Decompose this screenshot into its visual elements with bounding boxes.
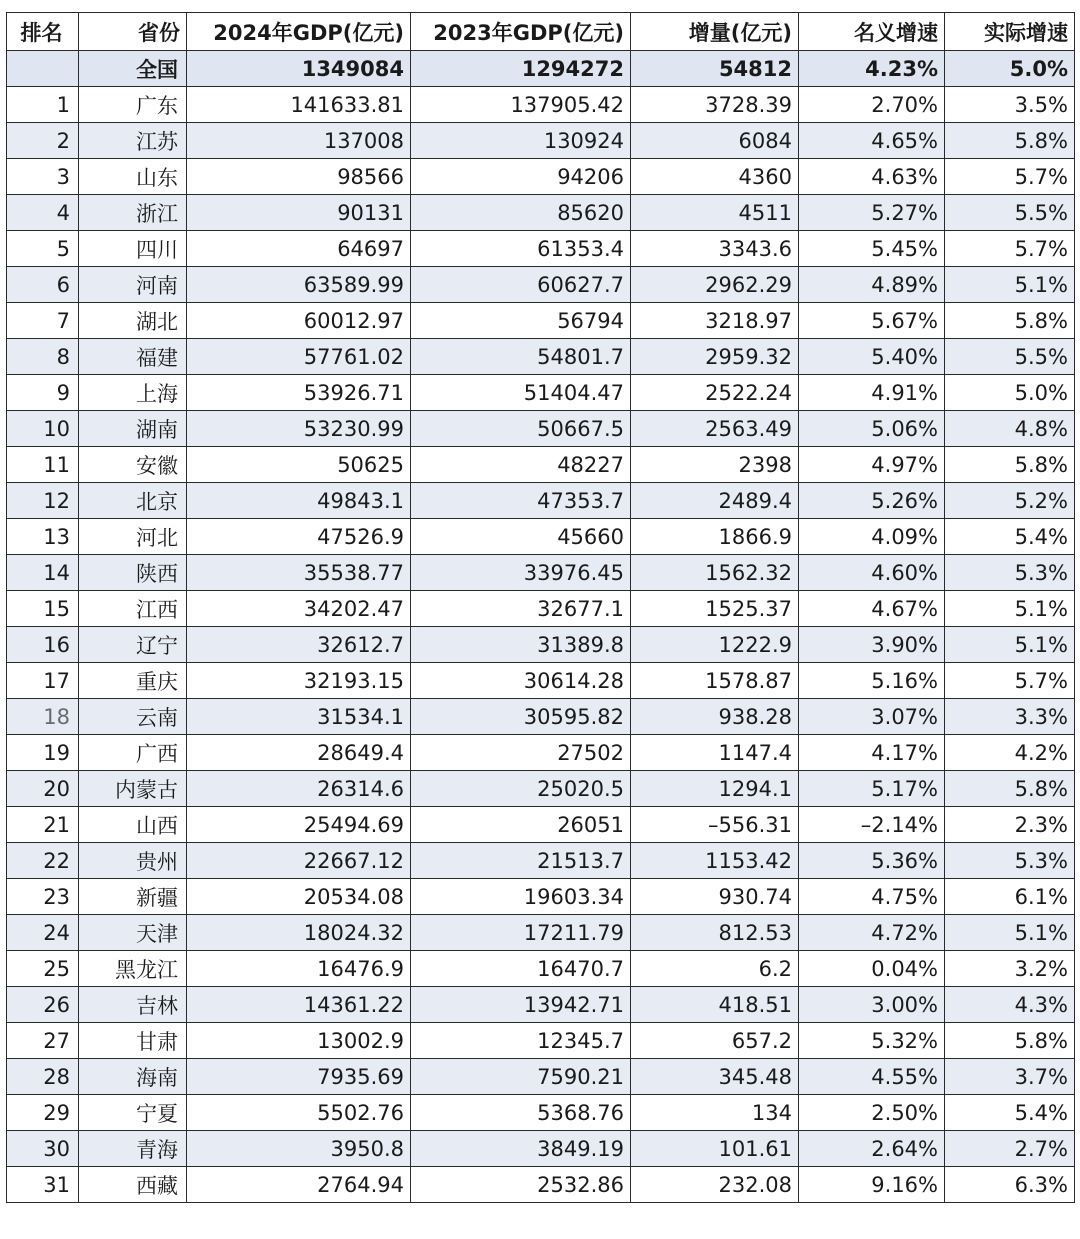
province-cell: 河南 bbox=[79, 267, 187, 303]
header-real-growth: 实际增速 bbox=[945, 13, 1075, 51]
increase-cell: 1222.9 bbox=[631, 627, 799, 663]
increase-cell: 101.61 bbox=[631, 1131, 799, 1167]
province-cell: 贵州 bbox=[79, 843, 187, 879]
gdp-2024-cell: 64697 bbox=[187, 231, 411, 267]
real-growth-cell: 5.1% bbox=[945, 267, 1075, 303]
province-cell: 云南 bbox=[79, 699, 187, 735]
rank-cell: 12 bbox=[7, 483, 79, 519]
table-row bbox=[7, 843, 1075, 879]
gdp-2024-cell: 35538.77 bbox=[187, 555, 411, 591]
province-cell: 湖南 bbox=[79, 411, 187, 447]
table-row bbox=[7, 447, 1075, 483]
nominal-growth-cell: 5.45% bbox=[799, 231, 945, 267]
increase-cell: 2962.29 bbox=[631, 267, 799, 303]
increase-cell: 3343.6 bbox=[631, 231, 799, 267]
nominal-growth-cell: 3.07% bbox=[799, 699, 945, 735]
rank-cell: 16 bbox=[7, 627, 79, 663]
real-growth-cell: 3.7% bbox=[945, 1059, 1075, 1095]
table-row bbox=[7, 1131, 1075, 1167]
nominal-growth-cell: 5.40% bbox=[799, 339, 945, 375]
table-row bbox=[7, 699, 1075, 735]
real-growth-cell: 5.8% bbox=[945, 447, 1075, 483]
nominal-growth-cell: 4.97% bbox=[799, 447, 945, 483]
gdp-2024-cell: 141633.81 bbox=[187, 87, 411, 123]
nominal-growth-cell: 3.90% bbox=[799, 627, 945, 663]
nominal-growth-cell: 5.67% bbox=[799, 303, 945, 339]
table-row bbox=[7, 519, 1075, 555]
increase-cell: 134 bbox=[631, 1095, 799, 1131]
table-row bbox=[7, 339, 1075, 375]
gdp-2023-cell: 7590.21 bbox=[411, 1059, 631, 1095]
increase-cell: 1562.32 bbox=[631, 555, 799, 591]
increase-cell: 1525.37 bbox=[631, 591, 799, 627]
province-cell: 天津 bbox=[79, 915, 187, 951]
rank-cell: 19 bbox=[7, 735, 79, 771]
table-row bbox=[7, 771, 1075, 807]
province-cell: 海南 bbox=[79, 1059, 187, 1095]
increase-cell: 2489.4 bbox=[631, 483, 799, 519]
nominal-growth-cell: 5.36% bbox=[799, 843, 945, 879]
table-row bbox=[7, 483, 1075, 519]
table-row bbox=[7, 663, 1075, 699]
table-row bbox=[7, 1023, 1075, 1059]
nominal-growth-cell: 4.89% bbox=[799, 267, 945, 303]
province-cell: 四川 bbox=[79, 231, 187, 267]
rank-cell: 22 bbox=[7, 843, 79, 879]
header-rank: 排名 bbox=[7, 13, 79, 51]
real-growth-cell: 5.7% bbox=[945, 159, 1075, 195]
table-row bbox=[7, 123, 1075, 159]
table-row bbox=[7, 987, 1075, 1023]
rank-cell: 28 bbox=[7, 1059, 79, 1095]
gdp-2024-cell: 53230.99 bbox=[187, 411, 411, 447]
increase-cell: 930.74 bbox=[631, 879, 799, 915]
table-header bbox=[7, 13, 1075, 51]
gdp-2023-cell: 85620 bbox=[411, 195, 631, 231]
province-cell: 广西 bbox=[79, 735, 187, 771]
real-growth-cell: 2.3% bbox=[945, 807, 1075, 843]
national-row bbox=[7, 51, 1075, 87]
real-growth-cell: 3.3% bbox=[945, 699, 1075, 735]
gdp-2023-cell: 30614.28 bbox=[411, 663, 631, 699]
real-growth-cell: 5.2% bbox=[945, 483, 1075, 519]
national-nominal-growth-cell: 4.23% bbox=[799, 51, 945, 87]
real-growth-cell: 5.1% bbox=[945, 627, 1075, 663]
table-row bbox=[7, 303, 1075, 339]
nominal-growth-cell: 5.26% bbox=[799, 483, 945, 519]
increase-cell: 1578.87 bbox=[631, 663, 799, 699]
nominal-growth-cell: 5.06% bbox=[799, 411, 945, 447]
real-growth-cell: 5.8% bbox=[945, 771, 1075, 807]
nominal-growth-cell: 9.16% bbox=[799, 1167, 945, 1203]
rank-cell: 20 bbox=[7, 771, 79, 807]
gdp-2023-cell: 50667.5 bbox=[411, 411, 631, 447]
real-growth-cell: 5.1% bbox=[945, 591, 1075, 627]
gdp-2024-cell: 32612.7 bbox=[187, 627, 411, 663]
increase-cell: 3218.97 bbox=[631, 303, 799, 339]
increase-cell: –556.31 bbox=[631, 807, 799, 843]
rank-cell: 14 bbox=[7, 555, 79, 591]
increase-cell: 345.48 bbox=[631, 1059, 799, 1095]
table-row bbox=[7, 915, 1075, 951]
gdp-2023-cell: 130924 bbox=[411, 123, 631, 159]
rank-cell: 4 bbox=[7, 195, 79, 231]
real-growth-cell: 5.7% bbox=[945, 663, 1075, 699]
national-increase-cell: 54812 bbox=[631, 51, 799, 87]
rank-cell: 11 bbox=[7, 447, 79, 483]
gdp-2023-cell: 25020.5 bbox=[411, 771, 631, 807]
province-cell: 北京 bbox=[79, 483, 187, 519]
gdp-2024-cell: 7935.69 bbox=[187, 1059, 411, 1095]
gdp-2023-cell: 137905.42 bbox=[411, 87, 631, 123]
province-cell: 湖北 bbox=[79, 303, 187, 339]
nominal-growth-cell: 4.63% bbox=[799, 159, 945, 195]
national-rank-cell bbox=[7, 51, 79, 87]
nominal-growth-cell: 2.50% bbox=[799, 1095, 945, 1131]
gdp-2023-cell: 60627.7 bbox=[411, 267, 631, 303]
rank-cell: 8 bbox=[7, 339, 79, 375]
header-increase: 增量(亿元) bbox=[631, 13, 799, 51]
gdp-2024-cell: 2764.94 bbox=[187, 1167, 411, 1203]
table-row bbox=[7, 555, 1075, 591]
province-cell: 陕西 bbox=[79, 555, 187, 591]
rank-cell: 7 bbox=[7, 303, 79, 339]
nominal-growth-cell: 5.16% bbox=[799, 663, 945, 699]
table-row bbox=[7, 231, 1075, 267]
table-body bbox=[7, 51, 1075, 1203]
real-growth-cell: 6.3% bbox=[945, 1167, 1075, 1203]
gdp-2024-cell: 20534.08 bbox=[187, 879, 411, 915]
header-row bbox=[7, 13, 1075, 51]
gdp-2023-cell: 5368.76 bbox=[411, 1095, 631, 1131]
real-growth-cell: 4.8% bbox=[945, 411, 1075, 447]
rank-cell: 29 bbox=[7, 1095, 79, 1131]
nominal-growth-cell: 4.75% bbox=[799, 879, 945, 915]
nominal-growth-cell: 4.17% bbox=[799, 735, 945, 771]
gdp-2024-cell: 26314.6 bbox=[187, 771, 411, 807]
gdp-2024-cell: 49843.1 bbox=[187, 483, 411, 519]
province-cell: 浙江 bbox=[79, 195, 187, 231]
header-gdp-2023: 2023年GDP(亿元) bbox=[411, 13, 631, 51]
real-growth-cell: 2.7% bbox=[945, 1131, 1075, 1167]
nominal-growth-cell: 4.09% bbox=[799, 519, 945, 555]
province-cell: 内蒙古 bbox=[79, 771, 187, 807]
real-growth-cell: 5.7% bbox=[945, 231, 1075, 267]
gdp-2023-cell: 94206 bbox=[411, 159, 631, 195]
province-cell: 江苏 bbox=[79, 123, 187, 159]
gdp-2024-cell: 98566 bbox=[187, 159, 411, 195]
gdp-table bbox=[6, 12, 1075, 1203]
gdp-2024-cell: 13002.9 bbox=[187, 1023, 411, 1059]
gdp-2023-cell: 61353.4 bbox=[411, 231, 631, 267]
increase-cell: 1294.1 bbox=[631, 771, 799, 807]
real-growth-cell: 5.5% bbox=[945, 339, 1075, 375]
rank-cell: 18 bbox=[7, 699, 79, 735]
rank-cell: 3 bbox=[7, 159, 79, 195]
real-growth-cell: 6.1% bbox=[945, 879, 1075, 915]
real-growth-cell: 3.2% bbox=[945, 951, 1075, 987]
real-growth-cell: 4.3% bbox=[945, 987, 1075, 1023]
gdp-2023-cell: 2532.86 bbox=[411, 1167, 631, 1203]
increase-cell: 418.51 bbox=[631, 987, 799, 1023]
province-cell: 上海 bbox=[79, 375, 187, 411]
nominal-growth-cell: –2.14% bbox=[799, 807, 945, 843]
nominal-growth-cell: 4.72% bbox=[799, 915, 945, 951]
rank-cell: 30 bbox=[7, 1131, 79, 1167]
province-cell: 新疆 bbox=[79, 879, 187, 915]
real-growth-cell: 4.2% bbox=[945, 735, 1075, 771]
table-row bbox=[7, 1095, 1075, 1131]
table-row bbox=[7, 195, 1075, 231]
gdp-2023-cell: 16470.7 bbox=[411, 951, 631, 987]
province-cell: 吉林 bbox=[79, 987, 187, 1023]
increase-cell: 4360 bbox=[631, 159, 799, 195]
gdp-2024-cell: 16476.9 bbox=[187, 951, 411, 987]
province-cell: 安徽 bbox=[79, 447, 187, 483]
gdp-2023-cell: 21513.7 bbox=[411, 843, 631, 879]
national-gdp-2023-cell: 1294272 bbox=[411, 51, 631, 87]
gdp-2024-cell: 57761.02 bbox=[187, 339, 411, 375]
increase-cell: 2959.32 bbox=[631, 339, 799, 375]
rank-cell: 26 bbox=[7, 987, 79, 1023]
gdp-2023-cell: 27502 bbox=[411, 735, 631, 771]
real-growth-cell: 5.8% bbox=[945, 303, 1075, 339]
nominal-growth-cell: 3.00% bbox=[799, 987, 945, 1023]
rank-cell: 1 bbox=[7, 87, 79, 123]
nominal-growth-cell: 0.04% bbox=[799, 951, 945, 987]
nominal-growth-cell: 4.67% bbox=[799, 591, 945, 627]
gdp-2024-cell: 63589.99 bbox=[187, 267, 411, 303]
province-cell: 青海 bbox=[79, 1131, 187, 1167]
increase-cell: 1147.4 bbox=[631, 735, 799, 771]
header-province: 省份 bbox=[79, 13, 187, 51]
gdp-2023-cell: 26051 bbox=[411, 807, 631, 843]
gdp-2024-cell: 25494.69 bbox=[187, 807, 411, 843]
nominal-growth-cell: 4.60% bbox=[799, 555, 945, 591]
nominal-growth-cell: 4.55% bbox=[799, 1059, 945, 1095]
rank-cell: 17 bbox=[7, 663, 79, 699]
rank-cell: 2 bbox=[7, 123, 79, 159]
gdp-2023-cell: 31389.8 bbox=[411, 627, 631, 663]
rank-cell: 10 bbox=[7, 411, 79, 447]
real-growth-cell: 5.3% bbox=[945, 555, 1075, 591]
gdp-2023-cell: 45660 bbox=[411, 519, 631, 555]
increase-cell: 4511 bbox=[631, 195, 799, 231]
gdp-2023-cell: 3849.19 bbox=[411, 1131, 631, 1167]
province-cell: 黑龙江 bbox=[79, 951, 187, 987]
nominal-growth-cell: 5.32% bbox=[799, 1023, 945, 1059]
real-growth-cell: 5.4% bbox=[945, 1095, 1075, 1131]
increase-cell: 1866.9 bbox=[631, 519, 799, 555]
table-row bbox=[7, 735, 1075, 771]
province-cell: 甘肃 bbox=[79, 1023, 187, 1059]
increase-cell: 3728.39 bbox=[631, 87, 799, 123]
gdp-2024-cell: 31534.1 bbox=[187, 699, 411, 735]
rank-cell: 23 bbox=[7, 879, 79, 915]
rank-cell: 15 bbox=[7, 591, 79, 627]
header-nominal-growth: 名义增速 bbox=[799, 13, 945, 51]
real-growth-cell: 5.0% bbox=[945, 375, 1075, 411]
real-growth-cell: 5.8% bbox=[945, 1023, 1075, 1059]
gdp-2024-cell: 90131 bbox=[187, 195, 411, 231]
real-growth-cell: 5.5% bbox=[945, 195, 1075, 231]
rank-cell: 13 bbox=[7, 519, 79, 555]
national-gdp-2024-cell: 1349084 bbox=[187, 51, 411, 87]
province-cell: 江西 bbox=[79, 591, 187, 627]
national-province-cell: 全国 bbox=[79, 51, 187, 87]
gdp-2024-cell: 18024.32 bbox=[187, 915, 411, 951]
gdp-2023-cell: 48227 bbox=[411, 447, 631, 483]
increase-cell: 812.53 bbox=[631, 915, 799, 951]
rank-cell: 21 bbox=[7, 807, 79, 843]
gdp-2024-cell: 60012.97 bbox=[187, 303, 411, 339]
rank-cell: 27 bbox=[7, 1023, 79, 1059]
nominal-growth-cell: 5.27% bbox=[799, 195, 945, 231]
province-cell: 广东 bbox=[79, 87, 187, 123]
gdp-2023-cell: 32677.1 bbox=[411, 591, 631, 627]
increase-cell: 1153.42 bbox=[631, 843, 799, 879]
national-real-growth-cell: 5.0% bbox=[945, 51, 1075, 87]
increase-cell: 6084 bbox=[631, 123, 799, 159]
gdp-2023-cell: 17211.79 bbox=[411, 915, 631, 951]
gdp-2024-cell: 53926.71 bbox=[187, 375, 411, 411]
gdp-2024-cell: 5502.76 bbox=[187, 1095, 411, 1131]
province-cell: 西藏 bbox=[79, 1167, 187, 1203]
province-cell: 河北 bbox=[79, 519, 187, 555]
nominal-growth-cell: 5.17% bbox=[799, 771, 945, 807]
gdp-2024-cell: 22667.12 bbox=[187, 843, 411, 879]
province-cell: 福建 bbox=[79, 339, 187, 375]
gdp-2024-cell: 47526.9 bbox=[187, 519, 411, 555]
table-row bbox=[7, 375, 1075, 411]
nominal-growth-cell: 4.91% bbox=[799, 375, 945, 411]
rank-cell: 25 bbox=[7, 951, 79, 987]
increase-cell: 2563.49 bbox=[631, 411, 799, 447]
increase-cell: 657.2 bbox=[631, 1023, 799, 1059]
increase-cell: 232.08 bbox=[631, 1167, 799, 1203]
nominal-growth-cell: 4.65% bbox=[799, 123, 945, 159]
rank-cell: 6 bbox=[7, 267, 79, 303]
gdp-2024-cell: 32193.15 bbox=[187, 663, 411, 699]
province-cell: 山西 bbox=[79, 807, 187, 843]
real-growth-cell: 5.8% bbox=[945, 123, 1075, 159]
nominal-growth-cell: 2.70% bbox=[799, 87, 945, 123]
rank-cell: 24 bbox=[7, 915, 79, 951]
gdp-2023-cell: 19603.34 bbox=[411, 879, 631, 915]
header-gdp-2024: 2024年GDP(亿元) bbox=[187, 13, 411, 51]
increase-cell: 2522.24 bbox=[631, 375, 799, 411]
nominal-growth-cell: 2.64% bbox=[799, 1131, 945, 1167]
province-cell: 重庆 bbox=[79, 663, 187, 699]
table-row bbox=[7, 591, 1075, 627]
real-growth-cell: 5.3% bbox=[945, 843, 1075, 879]
real-growth-cell: 3.5% bbox=[945, 87, 1075, 123]
table-row bbox=[7, 267, 1075, 303]
table-row bbox=[7, 1167, 1075, 1203]
gdp-2023-cell: 51404.47 bbox=[411, 375, 631, 411]
gdp-2024-cell: 34202.47 bbox=[187, 591, 411, 627]
gdp-2023-cell: 54801.7 bbox=[411, 339, 631, 375]
increase-cell: 938.28 bbox=[631, 699, 799, 735]
table-row bbox=[7, 1059, 1075, 1095]
gdp-2024-cell: 28649.4 bbox=[187, 735, 411, 771]
table-row bbox=[7, 159, 1075, 195]
rank-cell: 9 bbox=[7, 375, 79, 411]
table-row bbox=[7, 879, 1075, 915]
table-row bbox=[7, 807, 1075, 843]
gdp-2023-cell: 56794 bbox=[411, 303, 631, 339]
province-cell: 辽宁 bbox=[79, 627, 187, 663]
gdp-table-sheet bbox=[6, 12, 1074, 1203]
increase-cell: 2398 bbox=[631, 447, 799, 483]
gdp-2024-cell: 50625 bbox=[187, 447, 411, 483]
table-row bbox=[7, 411, 1075, 447]
rank-cell: 5 bbox=[7, 231, 79, 267]
gdp-2024-cell: 137008 bbox=[187, 123, 411, 159]
table-row bbox=[7, 951, 1075, 987]
gdp-2023-cell: 47353.7 bbox=[411, 483, 631, 519]
real-growth-cell: 5.4% bbox=[945, 519, 1075, 555]
increase-cell: 6.2 bbox=[631, 951, 799, 987]
rank-cell: 31 bbox=[7, 1167, 79, 1203]
table-row bbox=[7, 627, 1075, 663]
real-growth-cell: 5.1% bbox=[945, 915, 1075, 951]
gdp-2023-cell: 12345.7 bbox=[411, 1023, 631, 1059]
province-cell: 山东 bbox=[79, 159, 187, 195]
gdp-2023-cell: 33976.45 bbox=[411, 555, 631, 591]
table-row bbox=[7, 87, 1075, 123]
gdp-2023-cell: 30595.82 bbox=[411, 699, 631, 735]
gdp-2023-cell: 13942.71 bbox=[411, 987, 631, 1023]
gdp-2024-cell: 14361.22 bbox=[187, 987, 411, 1023]
province-cell: 宁夏 bbox=[79, 1095, 187, 1131]
gdp-2024-cell: 3950.8 bbox=[187, 1131, 411, 1167]
